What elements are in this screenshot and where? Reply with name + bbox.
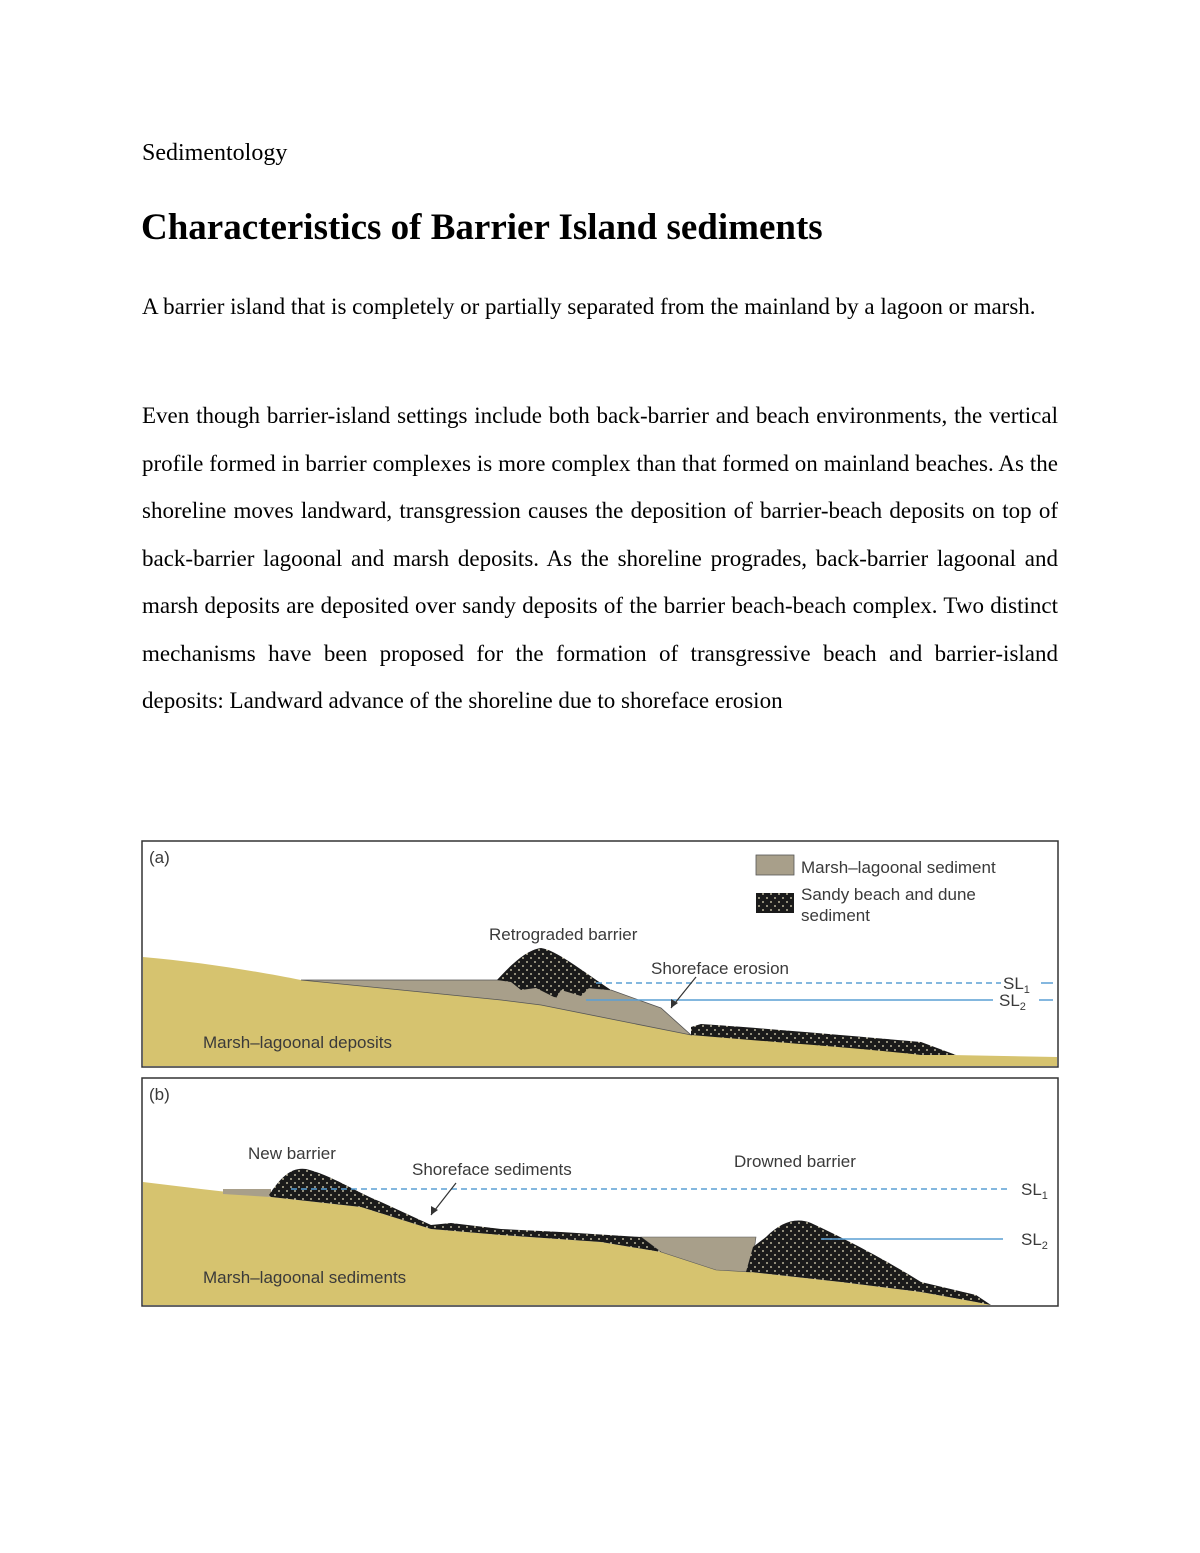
panel-a-retrograded-barrier-label: Retrograded barrier	[489, 925, 638, 944]
panel-b-drowned-barrier-label: Drowned barrier	[734, 1152, 856, 1171]
legend-marsh-label: Marsh–lagoonal sediment	[801, 858, 996, 877]
panel-a	[142, 841, 1058, 1067]
subject-label: Sedimentology	[142, 140, 288, 166]
page-title: Characteristics of Barrier Island sediments	[141, 207, 823, 248]
panel-b-shoreface-sediments-label: Shoreface sediments	[412, 1160, 572, 1179]
panel-a-sl2-label: $SL_2$	[999, 991, 1026, 1013]
panel-b-new-barrier-label: New barrier	[248, 1144, 336, 1163]
panel-b-sl1-label: $SL_1$	[1021, 1180, 1048, 1202]
panel-a-tag: (a)	[149, 848, 170, 867]
legend-marsh-swatch	[756, 855, 794, 875]
legend-sand-label-line2: sediment	[801, 906, 870, 925]
intro-paragraph: A barrier island that is completely or partially separated from the mainland by a lagoon or marsh.	[142, 294, 1036, 319]
panel-b-marsh-sediments-label: Marsh–lagoonal sediments	[203, 1268, 407, 1287]
panel-b	[142, 1078, 1058, 1306]
barrier-island-figure	[141, 840, 1059, 1307]
body-paragraph: Even though barrier-island settings include both back-barrier and beach environments, the vertical profile formed in barrier complexes is more complex than that formed on mainland beaches. As the shoreline moves landward, transgression causes the deposition of barrier-beach deposits on top of back-barrier lagoonal and marsh deposits. As the shoreline progrades, back-barrier lagoonal and marsh deposits are deposited over sandy deposits of the barrier beach-beach complex. Two distinct mechanisms have been proposed for the formation of transgressive beach and barrier-island deposits: Landward advance of the shoreline due to shoreface erosion	[142, 403, 1058, 713]
legend-sand-label-line1: Sandy beach and dune	[801, 885, 976, 904]
panel-b-tag: (b)	[149, 1085, 170, 1104]
panel-a-sl1-label: $SL_1$	[1003, 974, 1030, 996]
panel-a-shoreface-erosion-label: Shoreface erosion	[651, 959, 789, 978]
panel-b-sl2-label: $SL_2$	[1021, 1230, 1048, 1252]
legend-sand-swatch	[756, 893, 794, 913]
panel-a-marsh-deposits-label: Marsh–lagoonal deposits	[203, 1033, 393, 1052]
